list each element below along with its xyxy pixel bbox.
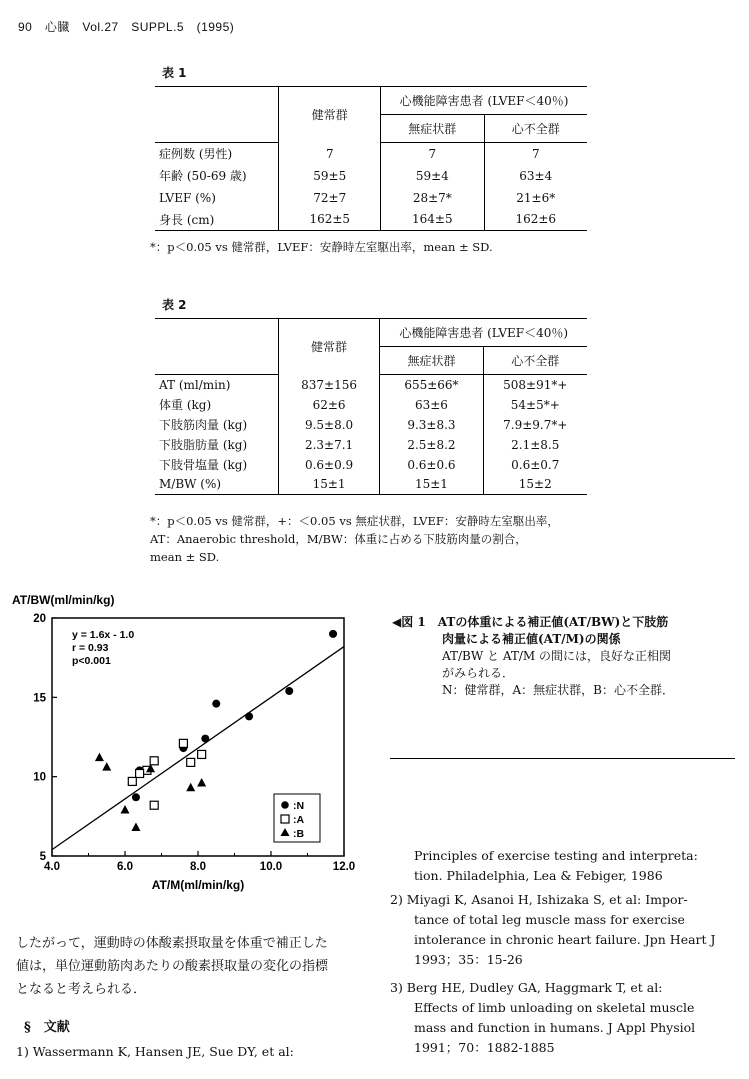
x-tick-label: 6.0 (117, 861, 133, 873)
x-axis-label: AT/M(ml/min/kg) (151, 878, 245, 892)
reference-1-cont-1: Principles of exercise testing and interpreta: (414, 848, 698, 863)
y-tick-label: 15 (33, 692, 46, 705)
reference-1-cont-2: tion. Philadelphia, Lea & Febiger, 1986 (414, 868, 663, 883)
point-a (187, 758, 195, 766)
reference-2-line-2: tance of total leg muscle mass for exercise (414, 912, 685, 927)
reference-3-line-4: 1991；70：1882-1885 (414, 1040, 555, 1055)
point-b (197, 778, 206, 787)
table1 (155, 86, 587, 231)
legend-label-n: :N (293, 800, 305, 812)
point-a (179, 739, 187, 747)
scatter-chart (0, 588, 380, 898)
point-n (132, 793, 140, 801)
point-b (186, 783, 195, 792)
point-a (198, 750, 206, 758)
table-row: 下肢筋肉量 (kg) 9.5±8.0 9.3±8.3 7.9±9.7*+ (155, 415, 587, 435)
table2-note-line3: mean ± SD. (150, 550, 220, 564)
reference-2-line-1: 2) Miyagi K, Asanoi H, Ishizaka S, et al: Impor- (390, 892, 688, 907)
y-tick-label: 5 (39, 851, 46, 863)
table2-col-hf: 心不全群 (483, 347, 587, 375)
legend-marker-a (281, 815, 289, 823)
legend-label-b: :B (293, 828, 305, 840)
table-row: 下肢骨塩量 (kg) 0.6±0.9 0.6±0.6 0.6±0.7 (155, 455, 587, 475)
reference-3-line-1: 3) Berg HE, Dudley GA, Haggmark T, et al: (390, 980, 663, 995)
body-line-1: したがって，運動時の体酸素摂取量を体重で補正した (16, 936, 328, 951)
table2-col-asym: 無症状群 (380, 347, 483, 375)
figure-caption-line-1: AT/BW と AT/M の間には，良好な正相関 (442, 649, 671, 663)
figure-caption-title-1: ◀図 1 ATの体重による補正値(AT/BW)と下肢筋 (392, 615, 669, 629)
x-tick-label: 12.0 (332, 861, 356, 873)
table-row: 身長 (cm) 162±5 164±5 162±6 (155, 209, 587, 231)
table2 (155, 318, 587, 495)
reference-2-line-3: intolerance in chronic heart failure. Jpn Heart J (414, 932, 716, 947)
table-row: 下肢脂肪量 (kg) 2.3±7.1 2.5±8.2 2.1±8.5 (155, 435, 587, 455)
point-b (121, 805, 130, 814)
table2-note-line1: *：p＜0.05 vs 健常群，+：＜0.05 vs 無症状群，LVEF：安静時左室駆出率， (150, 514, 559, 528)
table1-col-normal: 健常群 (279, 87, 381, 143)
equation-label: y = 1.6x - 1.0 (72, 629, 135, 641)
figure-caption-line-2: がみられる． (442, 666, 515, 680)
y-axis-label: AT/BW(ml/min/kg) (12, 593, 115, 607)
table2-note-line2: AT：Anaerobic threshold，M/BW：体重に占める下肢筋肉量の割合， (150, 532, 527, 546)
point-b (95, 753, 104, 762)
legend-marker-n (281, 801, 289, 809)
table2-col-normal: 健常群 (278, 319, 380, 375)
reference-3-line-2: Effects of limb unloading on skeletal muscle (414, 1000, 695, 1015)
point-a (136, 769, 144, 777)
y-tick-label: 20 (33, 613, 46, 625)
table1-note: *：p＜0.05 vs 健常群，LVEF：安静時左室駆出率，mean ± SD. (150, 240, 493, 254)
point-n (285, 687, 293, 695)
legend-label-a: :A (293, 814, 305, 826)
reference-2-line-4: 1993；35：15-26 (414, 952, 523, 967)
point-b (102, 762, 111, 771)
table2-col-group: 心機能障害患者 (LVEF＜40％) (380, 319, 587, 347)
figure-caption-line-3: N：健常群，A：無症状群，B：心不全群． (442, 683, 674, 697)
table1-col-hf: 心不全群 (484, 115, 587, 143)
point-n (201, 735, 209, 743)
p-value-label: p<0.001 (72, 655, 111, 667)
table-row: 体重 (kg) 62±6 63±6 54±5*+ (155, 395, 587, 415)
column-divider (390, 758, 735, 759)
r-value-label: r = 0.93 (72, 642, 109, 654)
running-header: 90 心臓 Vol.27 SUPPL.5 (1995) (18, 20, 235, 34)
table1-col-group: 心機能障害患者 (LVEF＜40％) (381, 87, 587, 115)
figure-caption-title-2: 肉量による補正値(AT/M)の関係 (442, 632, 621, 646)
table-row: M/BW (%) 15±1 15±1 15±2 (155, 475, 587, 495)
reference-3-line-3: mass and function in humans. J Appl Physiol (414, 1020, 696, 1035)
body-line-3: となると考えられる． (16, 982, 147, 997)
table2-label: 表 2 (162, 298, 187, 312)
body-line-2: 値は，単位運動筋肉あたりの酸素摂取量の変化の指標 (16, 959, 329, 974)
table-row: AT (ml/min) 837±156 655±66* 508±91*+ (155, 375, 587, 395)
table1-col-asym: 無症状群 (381, 115, 484, 143)
table1-label: 表 1 (162, 66, 187, 80)
y-tick-label: 10 (33, 771, 46, 784)
table-row: 症例数 (男性) 7 7 7 (155, 143, 587, 165)
table-row: LVEF (%) 72±7 28±7* 21±6* (155, 187, 587, 209)
point-a (150, 801, 158, 809)
references-heading: § 文献 (24, 1020, 70, 1035)
x-tick-label: 10.0 (259, 861, 283, 873)
point-a (150, 757, 158, 765)
point-n (212, 700, 220, 708)
point-n (245, 712, 253, 720)
x-tick-label: 8.0 (190, 861, 206, 873)
x-tick-label: 4.0 (44, 861, 60, 873)
table-row: 年齢 (50-69 歳) 59±5 59±4 63±4 (155, 165, 587, 187)
point-b (131, 822, 140, 831)
point-n (329, 630, 337, 638)
reference-1-line-1: 1) Wassermann K, Hansen JE, Sue DY, et al: (16, 1044, 294, 1059)
point-a (128, 777, 136, 785)
